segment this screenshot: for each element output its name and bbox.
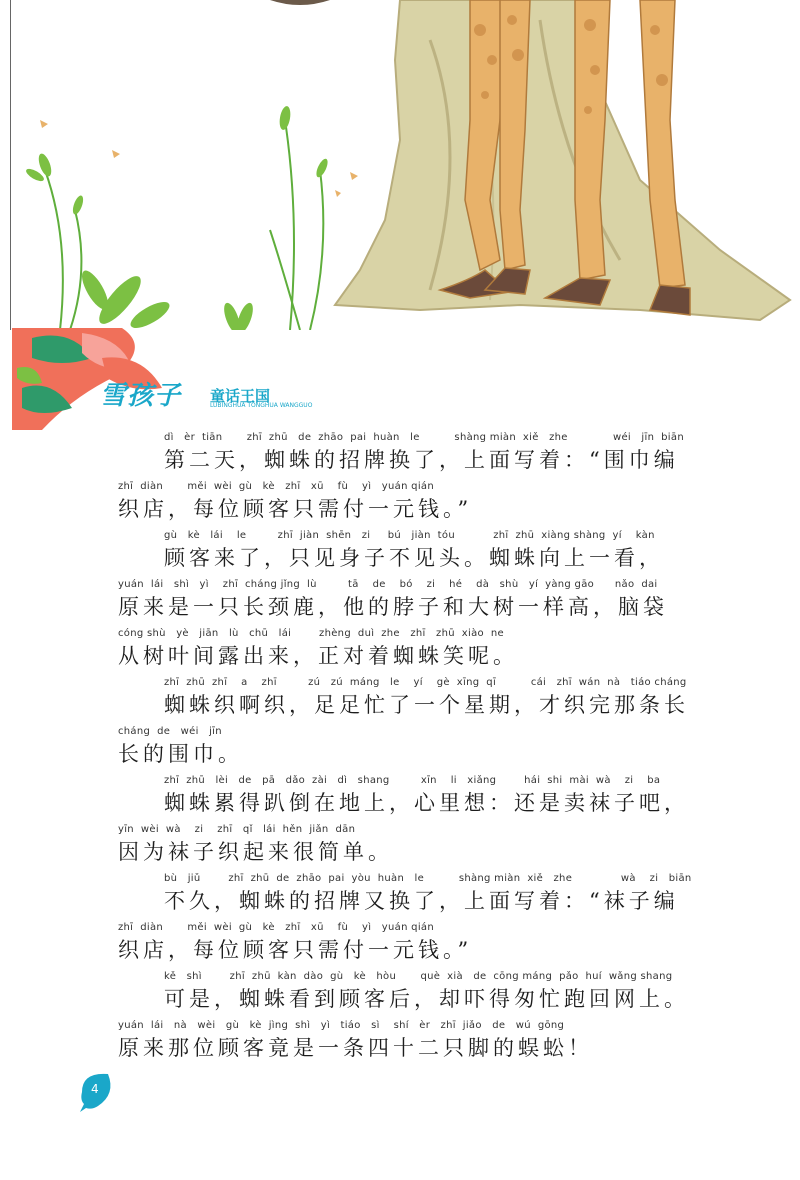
hanzi-line: 蜘蛛累得趴倒在地上，心里想：还是卖袜子吧，: [164, 791, 689, 815]
hanzi-line: 原来是一只长颈鹿，他的脖子和大树一样高，脑袋: [118, 595, 668, 619]
pinyin-line: yuán lái nà wèi gù kè jìng shì yì tiáo sì shí èr zhī jiǎo de wú gōng: [118, 1020, 565, 1031]
brand-logo: 雪孩子: [100, 381, 182, 411]
pinyin-line: zhī diàn měi wèi gù kè zhī xū fù yì yuán qián: [118, 481, 434, 492]
hanzi-line: 第二天，蜘蛛的招牌换了，上面写着：“围巾编: [164, 448, 679, 472]
line-12: [118, 969, 698, 1018]
page-border-line: [10, 0, 11, 330]
line-10: [118, 871, 698, 920]
brand-english: LUBINGHUA TONGHUA WANGGUO: [210, 402, 313, 409]
line-8: [118, 773, 698, 822]
pinyin-line: cóng shù yè jiān lù chū lái zhèng duì zhe zhī zhū xiào ne: [118, 628, 504, 639]
hanzi-line: 因为袜子织起来很简单。: [118, 840, 393, 864]
hanzi-line: 原来那位顾客竟是一条四十二只脚的蜈蚣！: [118, 1036, 593, 1060]
giraffe-tree-illustration: [0, 0, 800, 330]
pinyin-line: yuán lái shì yì zhī cháng jǐng lù tā de bó zi hé dà shù yí yàng gāo nǎo dai: [118, 579, 658, 590]
plants: [45, 120, 323, 330]
pinyin-line: dì èr tiān zhī zhū de zhāo pai huàn le shàng miàn xiě zhe wéi jīn biān: [164, 432, 684, 443]
line-5: [118, 626, 698, 675]
pinyin-line: kě shì zhī zhū kàn dào gù kè hòu què xià de cōng máng pǎo huí wǎng shang: [164, 971, 673, 982]
line-2: [118, 479, 698, 528]
tree-trunk: [335, 0, 790, 320]
line-13: [118, 1018, 698, 1067]
pinyin-line: zhī zhū zhī a zhī zú zú máng le yí gè xīng qī cái zhī wán nà tiáo cháng: [164, 677, 687, 688]
pinyin-line: cháng de wéi jīn: [118, 726, 222, 737]
line-6: [118, 675, 698, 724]
pinyin-line: zhī diàn měi wèi gù kè zhī xū fù yì yuán qián: [118, 922, 434, 933]
pinyin-line: bù jiǔ zhī zhū de zhāo pai yòu huàn le shàng miàn xiě zhe wà zi biān: [164, 873, 692, 884]
line-9: [118, 822, 698, 871]
brand-subtitle: 童话王国: [210, 387, 271, 405]
hanzi-line: 织店，每位顾客只需付一元钱。”: [118, 497, 473, 521]
hanzi-line: 顾客来了，只见身子不见头。蜘蛛向上一看，: [164, 546, 664, 570]
page-number: 4: [91, 1082, 99, 1096]
line-7: [118, 724, 698, 773]
pinyin-line: zhī zhū lèi de pā dǎo zài dì shang xīn li xiǎng hái shi mài wà zi ba: [164, 775, 661, 786]
line-4: [118, 577, 698, 626]
line-1: [118, 430, 698, 479]
hanzi-line: 织店，每位顾客只需付一元钱。”: [118, 938, 473, 962]
pinyin-line: yīn wèi wà zi zhī qǐ lái hěn jiǎn dān: [118, 824, 356, 835]
hanzi-line: 不久，蜘蛛的招牌又换了，上面写着：“袜子编: [164, 889, 679, 913]
line-11: [118, 920, 698, 969]
hanzi-line: 长的围巾。: [118, 742, 243, 766]
hanzi-line: 从树叶间露出来，正对着蜘蛛笑呢。: [118, 644, 518, 668]
hanzi-line: 蜘蛛织啊织，足足忙了一个星期，才织完那条长: [164, 693, 689, 717]
story-text: [118, 430, 698, 1067]
line-3: [118, 528, 698, 577]
hanzi-line: 可是，蜘蛛看到顾客后，却吓得匆忙跑回网上。: [164, 987, 689, 1011]
pinyin-line: gù kè lái le zhī jiàn shēn zi bú jiàn tóu zhī zhū xiàng shàng yí kàn: [164, 530, 655, 541]
